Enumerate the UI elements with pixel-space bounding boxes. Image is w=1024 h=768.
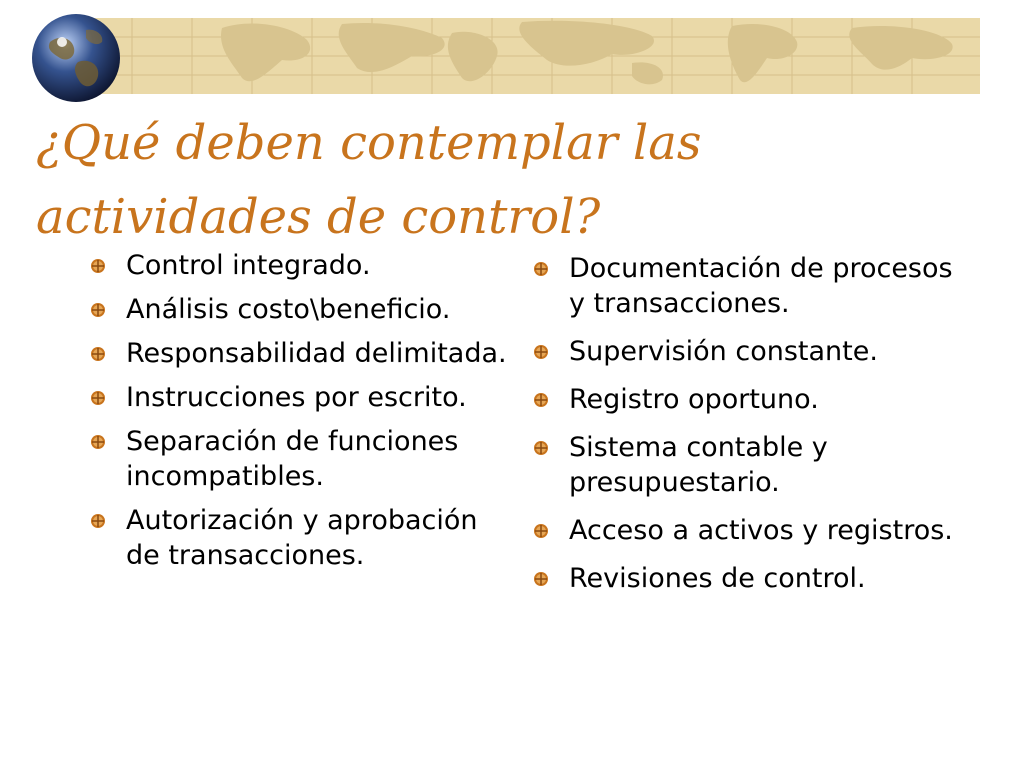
gear-bullet-icon [533, 344, 549, 360]
list-item [533, 561, 973, 596]
left-bullet-list [90, 248, 510, 582]
gear-bullet-icon [533, 440, 549, 456]
list-item [90, 380, 510, 415]
list-item [533, 513, 973, 548]
right-bullet-list [533, 251, 973, 609]
slide-title-line-1: ¿Qué deben contemplar las [36, 115, 702, 171]
list-item-text: Separación de funciones incompatibles. [126, 426, 459, 492]
gear-bullet-icon [90, 390, 106, 406]
list-item [533, 382, 973, 417]
list-item [533, 334, 973, 369]
gear-bullet-icon [90, 513, 106, 529]
slide-title [36, 106, 996, 254]
list-item [90, 424, 510, 494]
gear-bullet-icon [533, 392, 549, 408]
list-item [533, 251, 973, 321]
list-item [90, 336, 510, 371]
world-map-graphic [92, 18, 980, 94]
gear-bullet-icon [533, 571, 549, 587]
list-item [533, 430, 973, 500]
list-item-text: Documentación de procesos y transacciones. [569, 253, 953, 319]
world-map-banner [92, 18, 980, 94]
list-item-text: Control integrado. [126, 250, 371, 281]
list-item-text: Autorización y aprobación de transacciones. [126, 505, 478, 571]
slide-title-line-2: actividades de control? [36, 189, 601, 245]
list-item [90, 292, 510, 327]
list-item-text: Registro oportuno. [569, 384, 819, 415]
gear-bullet-icon [533, 261, 549, 277]
list-item [90, 248, 510, 283]
list-item-text: Acceso a activos y registros. [569, 515, 953, 546]
list-item-text: Instrucciones por escrito. [126, 382, 467, 413]
list-item [90, 503, 510, 573]
list-item-text: Análisis costo\beneficio. [126, 294, 451, 325]
list-item-text: Responsabilidad delimitada. [126, 338, 507, 369]
globe-icon [30, 12, 122, 104]
gear-bullet-icon [533, 523, 549, 539]
list-item-text: Sistema contable y presupuestario. [569, 432, 828, 498]
list-item-text: Supervisión constante. [569, 336, 878, 367]
gear-bullet-icon [90, 434, 106, 450]
list-item-text: Revisiones de control. [569, 563, 866, 594]
gear-bullet-icon [90, 302, 106, 318]
gear-bullet-icon [90, 258, 106, 274]
gear-bullet-icon [90, 346, 106, 362]
